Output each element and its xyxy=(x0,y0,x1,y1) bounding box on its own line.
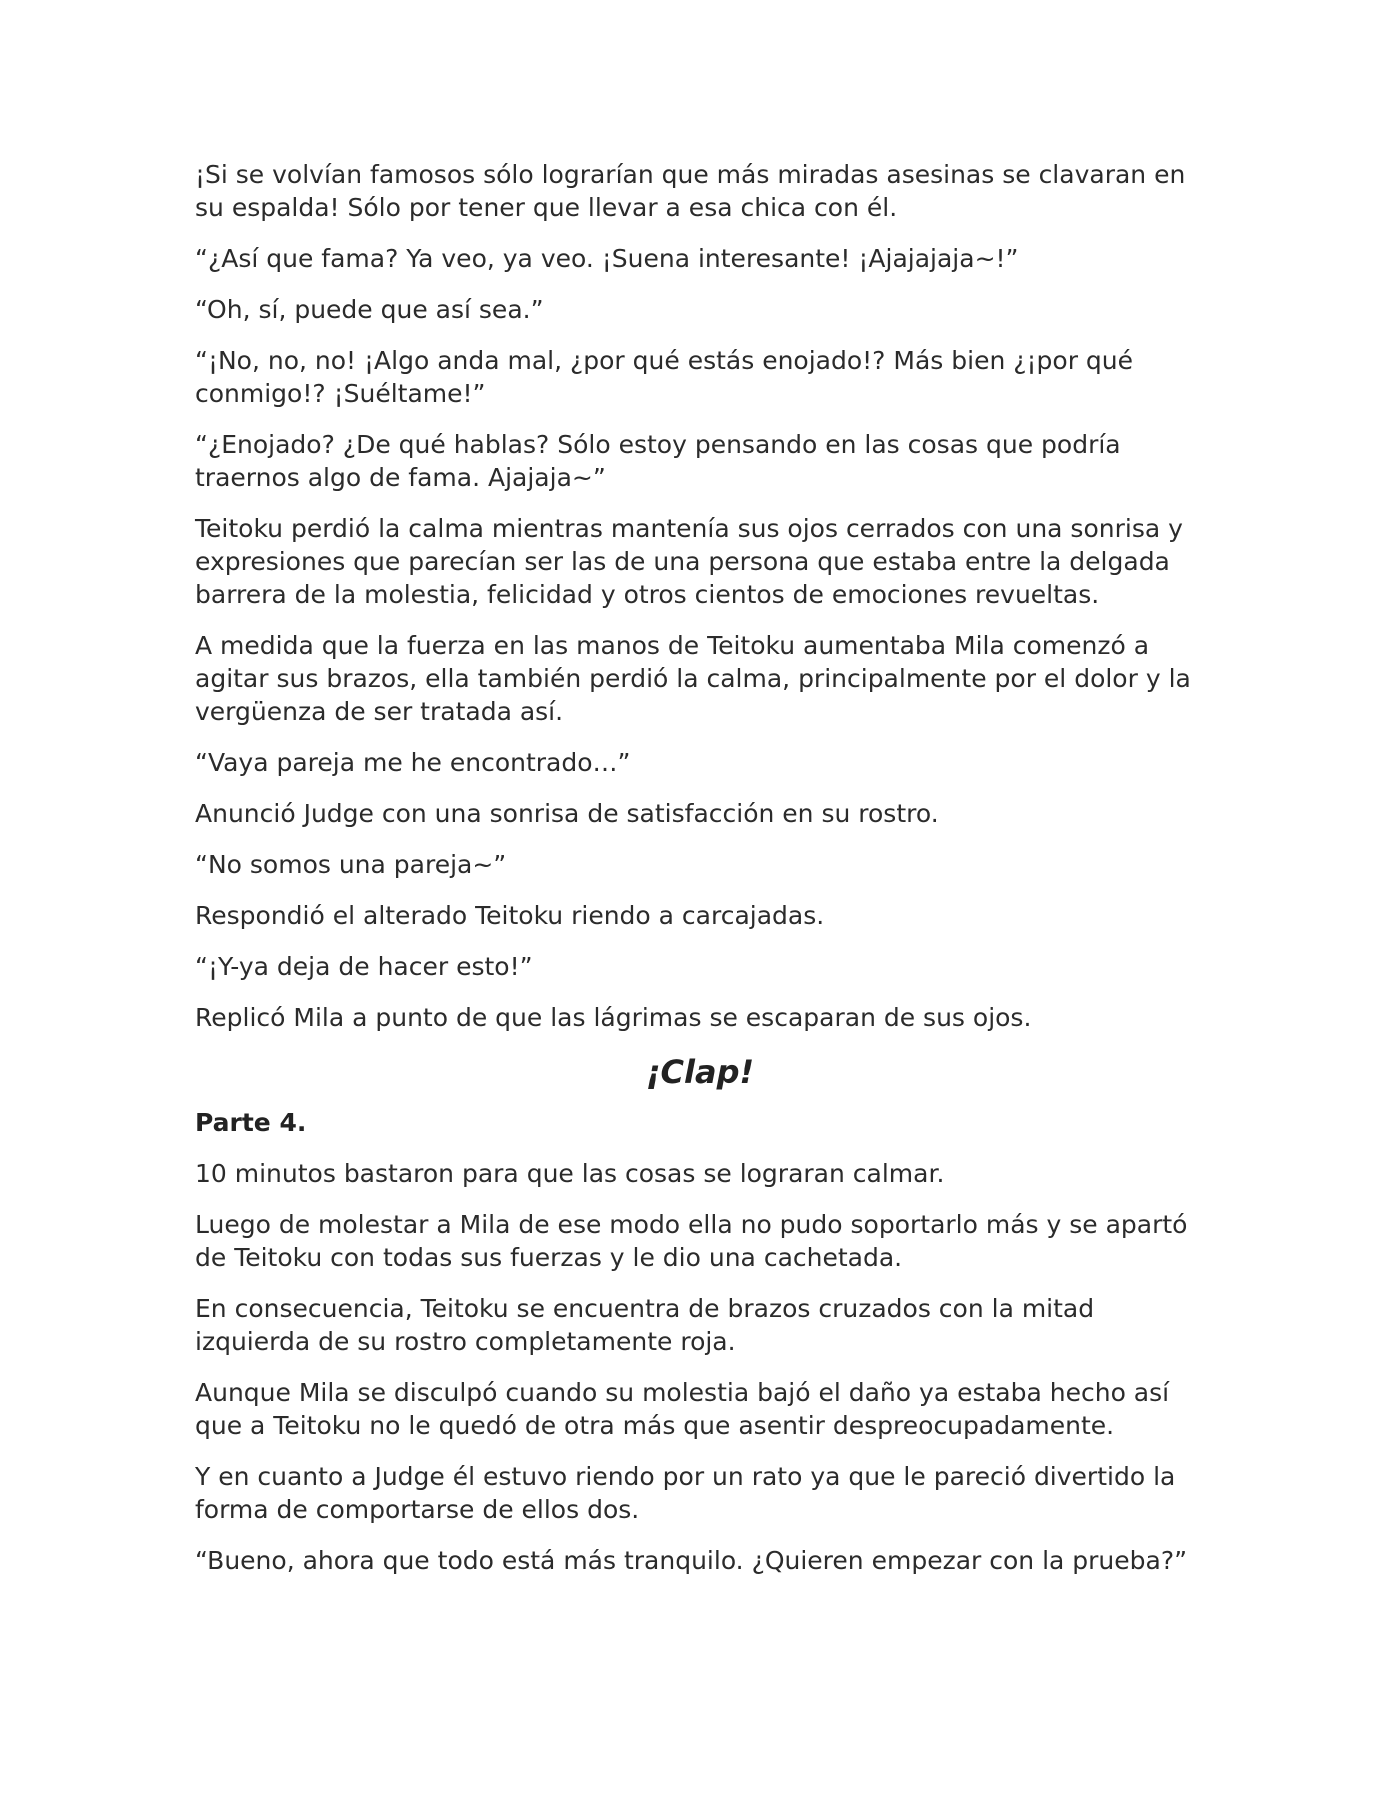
section-heading: Parte 4. xyxy=(195,1108,307,1137)
paragraph: Y en cuanto a Judge él estuvo riendo por un rato ya que le pareció divertido la forma de comportarse de ellos dos. xyxy=(195,1462,1176,1524)
paragraph: “No somos una pareja~” xyxy=(195,850,507,879)
paragraph: En consecuencia, Teitoku se encuentra de brazos cruzados con la mitad izquierda de su rostro completamente roja. xyxy=(195,1294,1095,1356)
sound-effect-heading: ¡Clap! xyxy=(645,1053,755,1091)
paragraph: A medida que la fuerza en las manos de Teitoku aumentaba Mila comenzó a agitar sus brazos, ella también perdió la calma, principalmente por el dolor y la vergüenza de ser tratada así. xyxy=(195,631,1191,726)
paragraph: “¡Y-ya deja de hacer esto!” xyxy=(195,952,533,981)
paragraph: “¿Así que fama? Ya veo, ya veo. ¡Suena interesante! ¡Ajajajaja~!” xyxy=(195,244,1019,273)
paragraph: “Vaya pareja me he encontrado…” xyxy=(195,748,631,777)
paragraph: “¡No, no, no! ¡Algo anda mal, ¿por qué estás enojado!? Más bien ¿¡por qué conmigo!? ¡Suéltame!” xyxy=(195,346,1134,408)
paragraph: Aunque Mila se disculpó cuando su molestia bajó el daño ya estaba hecho así que a Teitoku no le quedó de otra más que asentir despreocupadamente. xyxy=(195,1378,1170,1440)
paragraph: “¿Enojado? ¿De qué hablas? Sólo estoy pensando en las cosas que podría traernos algo de fama. Ajajaja~” xyxy=(195,430,1121,492)
paragraph: Luego de molestar a Mila de ese modo ella no pudo soportarlo más y se apartó de Teitoku con todas sus fuerzas y le dio una cachetada. xyxy=(195,1210,1188,1272)
paragraph: Anunció Judge con una sonrisa de satisfacción en su rostro. xyxy=(195,799,939,828)
paragraph: “Oh, sí, puede que así sea.” xyxy=(195,295,544,324)
paragraph: Replicó Mila a punto de que las lágrimas se escaparan de sus ojos. xyxy=(195,1003,1032,1032)
paragraph: “Bueno, ahora que todo está más tranquilo. ¿Quieren empezar con la prueba?” xyxy=(195,1546,1188,1575)
paragraph: Respondió el alterado Teitoku riendo a carcajadas. xyxy=(195,901,825,930)
paragraph: Teitoku perdió la calma mientras mantenía sus ojos cerrados con una sonrisa y expresiones que parecían ser las de una persona que estaba entre la delgada barrera de la molestia, felicidad y otros cientos de emociones revueltas. xyxy=(195,514,1183,609)
paragraph: ¡Si se volvían famosos sólo lograrían que más miradas asesinas se clavaran en su espalda! Sólo por tener que llevar a esa chica con él. xyxy=(195,160,1186,222)
document-page xyxy=(195,158,1205,1595)
paragraph: 10 minutos bastaron para que las cosas se lograran calmar. xyxy=(195,1159,945,1188)
